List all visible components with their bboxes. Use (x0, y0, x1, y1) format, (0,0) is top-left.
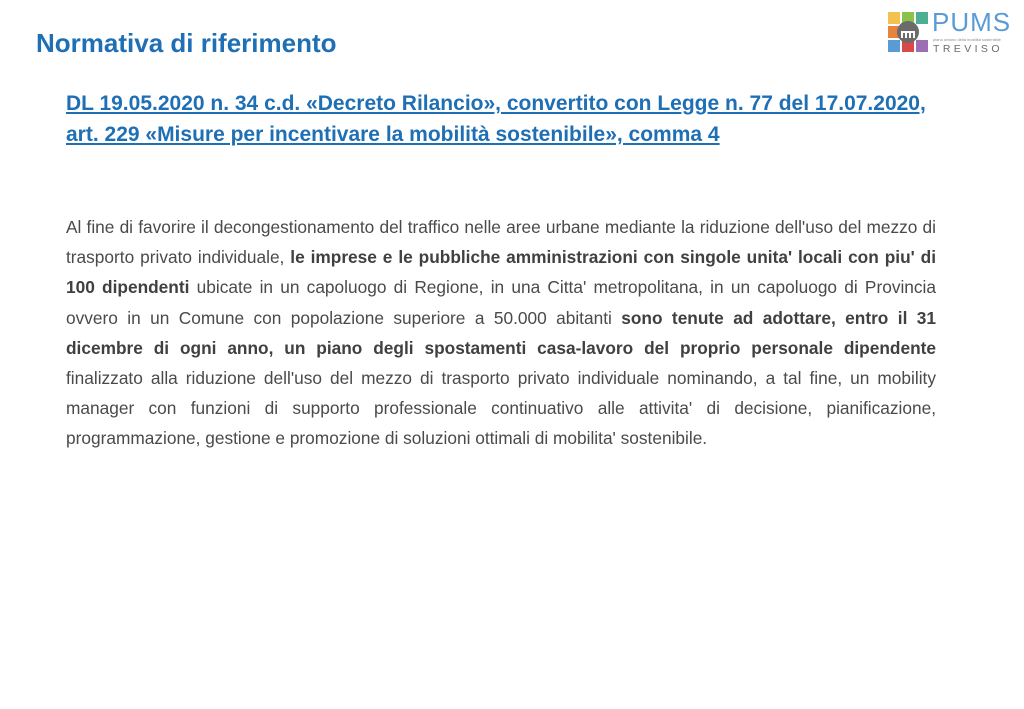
body-text-1: Al fine di favorire il decongestionamento del traffico nelle aree urbane mediante la riduzione dell'uso del mezzo di trasporto privato individuale, (66, 217, 936, 268)
page-title: Normativa di riferimento (36, 28, 337, 58)
logo-city: TREVISO (933, 43, 1003, 55)
logo-brand: PUMS (932, 7, 1012, 37)
body-text-3: finalizzato alla riduzione dell'uso del mezzo di trasporto privato individuale nominando, a tal fine, un mobility manager con funzioni di supporto professionale continuativo alle attivita' di decisione, pianificazione, programmazione, gestione e promozione di soluzioni ottimali di mobilita' sostenibile. (66, 368, 936, 449)
logo-tagline: piano urbano della mobilità sostenibile (933, 37, 1001, 42)
law-reference-link[interactable]: DL 19.05.2020 n. 34 c.d. «Decreto Rilancio», convertito con Legge n. 77 del 17.07.2020, art. 229 «Misure per incentivare la mobilità sostenibile», comma 4 (66, 92, 926, 146)
pums-logo (886, 7, 1016, 56)
pums-logo-icon (886, 10, 930, 54)
body-bold-2: sono tenute ad adottare, entro il 31 dicembre di ogni anno, un piano degli spostamenti casa-lavoro del proprio personale dipendente (66, 307, 936, 358)
body-text-2: ubicate in un capoluogo di Regione, in una Citta' metropolitana, in un capoluogo di Provincia ovvero in un Comune con popolazione superiore a 50.000 abitanti (66, 277, 936, 328)
body-bold-1: le imprese e le pubbliche amministrazioni con singole unita' locali con piu' di 100 dipendenti (66, 247, 937, 298)
body-paragraph (66, 212, 936, 454)
